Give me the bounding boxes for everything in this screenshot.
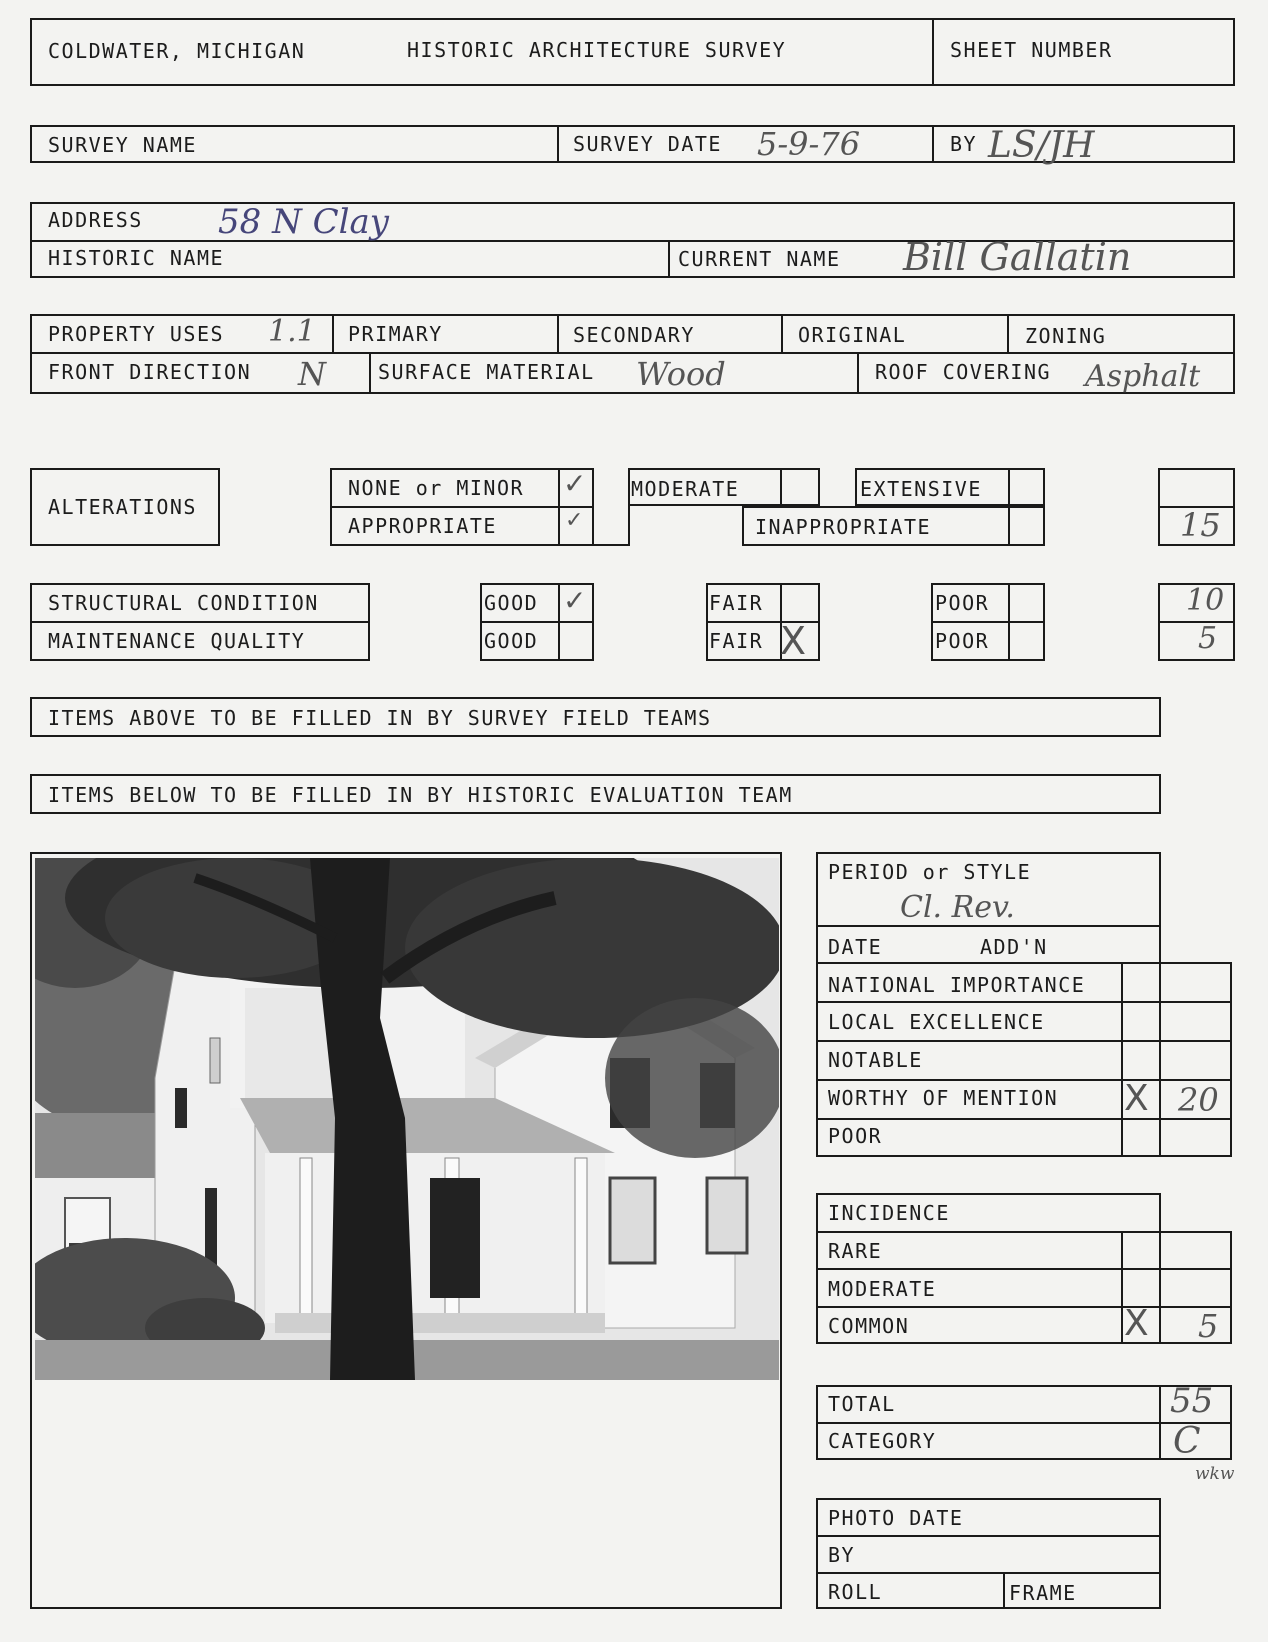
appropriate-check: ✓	[565, 508, 584, 533]
structural-score: 10	[1186, 583, 1225, 618]
alterations-score: 15	[1180, 506, 1221, 544]
rare-label: RARE	[828, 1239, 883, 1263]
secondary-label: SECONDARY	[573, 323, 695, 347]
incidence-label: INCIDENCE	[828, 1201, 950, 1225]
poor-check-col	[1008, 583, 1010, 661]
good-check-col	[558, 583, 560, 661]
front-direction-label: FRONT DIRECTION	[48, 360, 252, 384]
structural-poor-label: POOR	[935, 591, 990, 615]
appropriate-bottom-line	[594, 544, 630, 546]
above-note: ITEMS ABOVE TO BE FILLED IN BY SURVEY FIELD TEAMS	[48, 706, 712, 730]
current-name-label: CURRENT NAME	[678, 247, 841, 271]
maintenance-good-label: GOOD	[484, 629, 539, 653]
appropriate-label: APPROPRIATE	[348, 514, 497, 538]
header-city: COLDWATER, MICHIGAN	[48, 39, 306, 63]
importance-line-1	[816, 1001, 1232, 1003]
primary-label: PRIMARY	[348, 322, 443, 346]
incidence-line-2	[816, 1306, 1232, 1308]
sheet-number-label: SHEET NUMBER	[950, 38, 1113, 62]
condition-label-line	[30, 621, 370, 623]
current-name-value: Bill Gallatin	[903, 235, 1132, 279]
extensive-check-col	[1008, 468, 1010, 506]
property-divider-1	[332, 314, 334, 352]
importance-mark-col	[1121, 962, 1123, 1157]
property-divider-2	[557, 314, 559, 352]
evaluator-initials: wkw	[1195, 1464, 1235, 1484]
address-value: 58 N Clay	[218, 202, 389, 242]
survey-by-value: LS/JH	[988, 125, 1095, 166]
roof-covering-label: ROOF COVERING	[875, 360, 1052, 384]
worthy-score: 20	[1178, 1081, 1219, 1119]
house-photo	[35, 858, 779, 1380]
property-uses-value: 1.1	[268, 314, 316, 349]
header-title: HISTORIC ARCHITECTURE SURVEY	[407, 38, 787, 62]
structural-fair-label: FAIR	[709, 591, 764, 615]
eval-date-label: DATE	[828, 935, 883, 959]
incidence-mark-col	[1121, 1231, 1123, 1344]
category-value: C	[1173, 1421, 1201, 1462]
period-date-line	[816, 925, 1161, 927]
survey-date-value: 5-9-76	[757, 125, 861, 163]
maintenance-poor-label: POOR	[935, 629, 990, 653]
total-value: 55	[1170, 1381, 1214, 1421]
period-value: Cl. Rev.	[900, 890, 1015, 925]
incidence-line-1	[816, 1268, 1232, 1270]
surface-material-value: Wood	[636, 355, 726, 393]
below-note: ITEMS BELOW TO BE FILLED IN BY HISTORIC EVALUATION TEAM	[48, 783, 793, 807]
local-excellence-label: LOCAL EXCELLENCE	[828, 1010, 1045, 1034]
front-direction-value: N	[298, 355, 326, 393]
maintenance-fair-label: FAIR	[709, 629, 764, 653]
structural-good-label: GOOD	[484, 591, 539, 615]
address-label: ADDRESS	[48, 208, 143, 232]
survey-by-label: BY	[950, 132, 978, 156]
eval-addn-label: ADD'N	[980, 935, 1048, 959]
none-minor-label: NONE or MINOR	[348, 476, 525, 500]
total-row-line	[816, 1422, 1232, 1424]
original-label: ORIGINAL	[798, 323, 907, 347]
good-line	[480, 621, 594, 623]
inappropriate-label: INAPPROPRIATE	[755, 515, 932, 539]
common-label: COMMON	[828, 1314, 910, 1338]
property-divider-5	[369, 352, 371, 394]
inappropriate-check-col	[1008, 506, 1010, 546]
none-minor-check-col	[558, 468, 560, 546]
structural-condition-label: STRUCTURAL CONDITION	[48, 591, 319, 615]
extensive-label: EXTENSIVE	[860, 477, 982, 501]
incidence-moderate-label: MODERATE	[828, 1277, 937, 1301]
property-uses-label: PROPERTY USES	[48, 322, 225, 346]
notable-label: NOTABLE	[828, 1048, 923, 1072]
poor-label: POOR	[828, 1124, 883, 1148]
national-importance-label: NATIONAL IMPORTANCE	[828, 973, 1086, 997]
frame-label: FRAME	[1009, 1581, 1077, 1605]
survey-divider-1	[557, 125, 559, 163]
none-minor-check: ✓	[563, 467, 587, 500]
importance-line-2	[816, 1040, 1232, 1042]
common-x: X	[1124, 1303, 1149, 1344]
surface-material-label: SURFACE MATERIAL	[378, 360, 595, 384]
alterations-label: ALTERATIONS	[48, 495, 197, 519]
zoning-label: ZONING	[1025, 324, 1107, 348]
total-label: TOTAL	[828, 1392, 896, 1416]
incidence-score-col	[1159, 1231, 1161, 1344]
property-divider-6	[857, 352, 859, 394]
structural-good-check: ✓	[563, 584, 587, 617]
moderate-label: MODERATE	[631, 477, 740, 501]
maintenance-fair-x: X	[780, 619, 807, 663]
importance-score-col	[1159, 962, 1161, 1157]
photo-info-line-2	[816, 1572, 1161, 1574]
appropriate-mid-line	[628, 506, 630, 546]
roof-covering-value: Asphalt	[1085, 359, 1201, 394]
survey-divider-2	[932, 125, 934, 163]
worthy-of-mention-label: WORTHY OF MENTION	[828, 1086, 1059, 1110]
worthy-of-mention-x: X	[1124, 1078, 1149, 1119]
current-name-divider	[668, 240, 670, 278]
survey-name-label: SURVEY NAME	[48, 133, 197, 157]
roll-label: ROLL	[828, 1580, 883, 1604]
property-divider-3	[781, 314, 783, 352]
poor-line	[931, 621, 1045, 623]
header-divider	[932, 18, 934, 86]
importance-line-4	[816, 1118, 1232, 1120]
historic-name-label: HISTORIC NAME	[48, 246, 225, 270]
moderate-check-col	[780, 468, 782, 506]
property-divider-4	[1007, 314, 1009, 352]
maintenance-quality-label: MAINTENANCE QUALITY	[48, 629, 306, 653]
importance-line-3	[816, 1079, 1232, 1081]
photo-info-line-1	[816, 1535, 1161, 1537]
survey-date-label: SURVEY DATE	[573, 132, 722, 156]
frame-divider	[1003, 1572, 1005, 1609]
condition-score-line	[1158, 621, 1235, 623]
photo-by-label: BY	[828, 1543, 856, 1567]
common-score: 5	[1198, 1307, 1219, 1345]
maintenance-score: 5	[1198, 621, 1218, 656]
total-score-col	[1159, 1385, 1161, 1460]
category-label: CATEGORY	[828, 1429, 937, 1453]
none-minor-row-line	[330, 506, 594, 508]
property-row-line	[30, 352, 1235, 354]
period-label: PERIOD or STYLE	[828, 860, 1032, 884]
photo-date-label: PHOTO DATE	[828, 1506, 964, 1530]
